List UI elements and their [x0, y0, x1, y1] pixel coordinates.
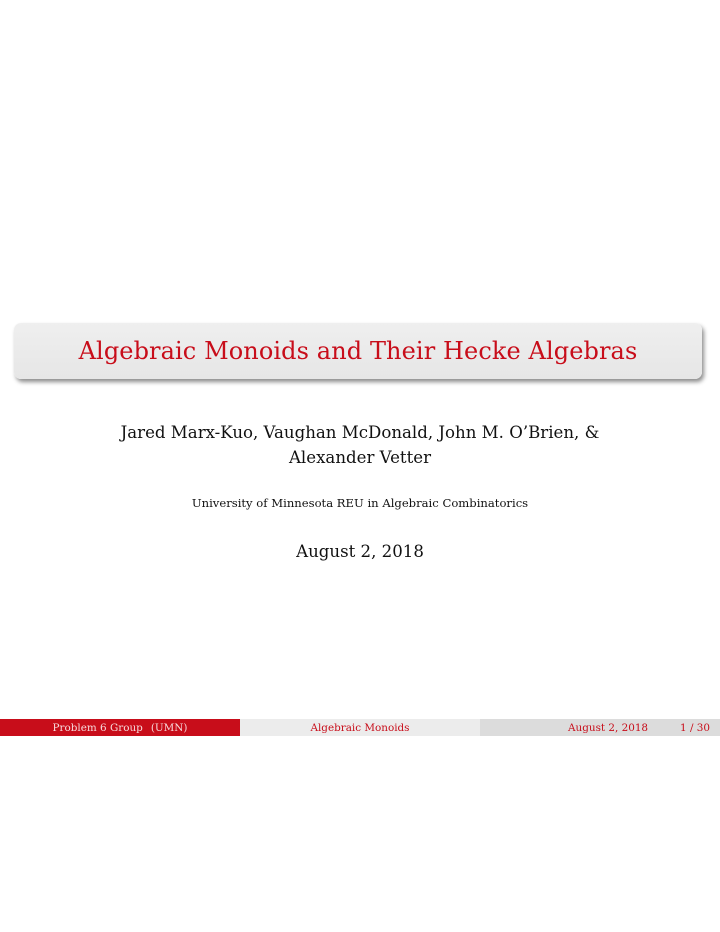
institute: University of Minnesota REU in Algebraic Combinatorics	[191, 496, 529, 510]
authors-line-2: Alexander Vetter	[288, 448, 432, 467]
footer-date: August 2, 2018	[568, 721, 649, 734]
footer-bar	[0, 719, 720, 736]
slide-title: Algebraic Monoids and Their Hecke Algebras	[78, 337, 638, 365]
footer-author: Problem 6 Group	[52, 721, 143, 734]
footer-date-section	[480, 719, 720, 736]
footer-title: Algebraic Monoids	[310, 721, 410, 734]
footer-page-number: 1 / 30	[680, 721, 710, 734]
footer-title-section	[240, 719, 480, 736]
footer-institute: (UMN)	[150, 721, 188, 734]
date: August 2, 2018	[296, 542, 424, 561]
authors-line-1: Jared Marx-Kuo, Vaughan McDonald, John M. O’Brien, &	[120, 423, 600, 442]
title-box	[14, 323, 702, 379]
authors	[60, 420, 660, 470]
footer-author-section	[0, 719, 240, 736]
